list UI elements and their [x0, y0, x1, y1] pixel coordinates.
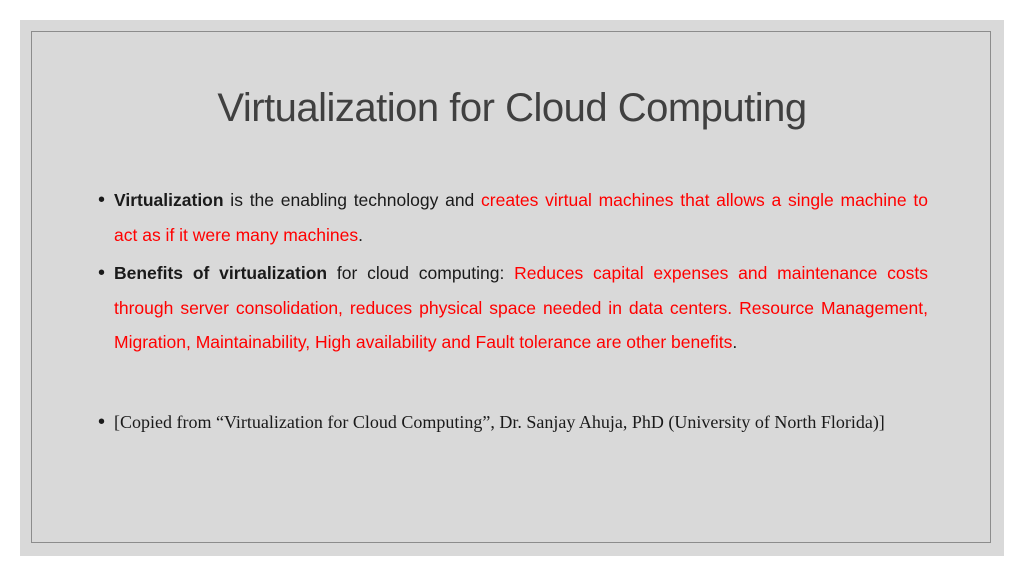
bullet-dot-icon: • — [98, 262, 106, 284]
bullet-plain-text: is the enabling technology and — [223, 190, 482, 210]
bullet-tail: . — [358, 224, 363, 245]
bullet-plain-text: for cloud computing: — [327, 263, 515, 283]
bullet-text — [114, 183, 928, 252]
bullet-virtualization — [98, 183, 928, 252]
slide-title: Virtualization for Cloud Computing — [217, 86, 807, 130]
bullet-tail: . — [732, 332, 738, 352]
bullet-benefits — [98, 256, 928, 360]
citation-text: [Copied from “Virtualization for Cloud Computing”, Dr. Sanjay Ahuja, PhD (University of North Florida)] — [114, 412, 885, 432]
bullet-dot-icon: • — [98, 189, 106, 211]
bullet-highlight-text: creates virtual machines that allows a single machine to act as if it were many machines — [114, 190, 928, 245]
bullet-lead: Virtualization — [114, 190, 224, 210]
bullet-citation — [98, 405, 928, 440]
bullet-dot-icon: • — [98, 411, 106, 433]
bullet-highlight-text: Reduces capital expenses and maintenance costs through server consolidation, reduces physical space needed in data centers. Resource Management, Migration, Maintainability, High availability and Fault tolerance are other benefits — [114, 263, 928, 352]
bullet-lead: Benefits of virtualization — [114, 263, 328, 283]
bullet-text — [114, 256, 928, 360]
